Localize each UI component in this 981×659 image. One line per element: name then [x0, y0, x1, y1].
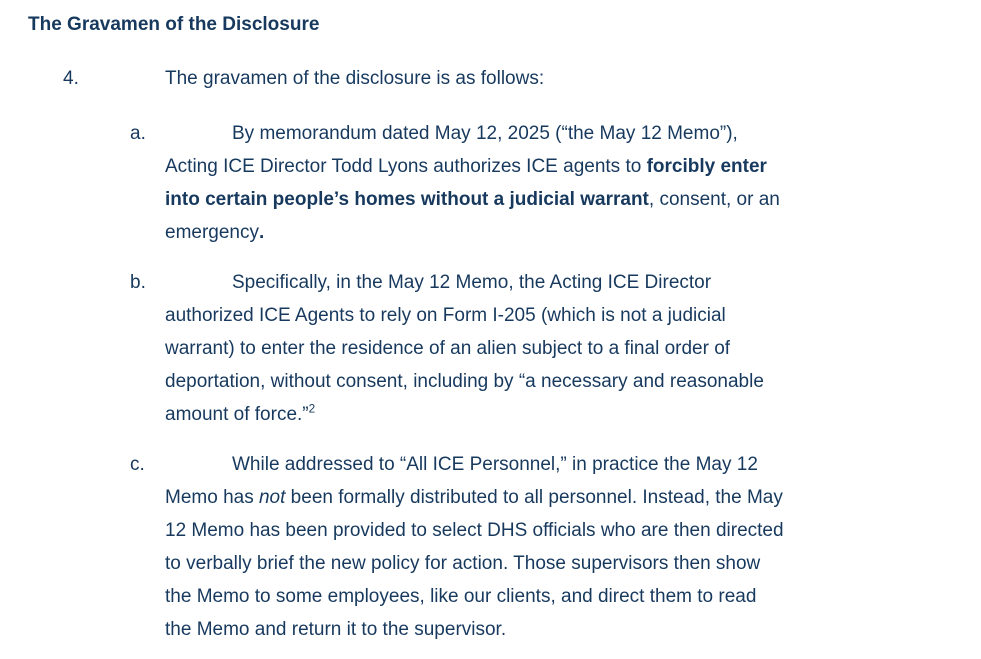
footnote-reference: 2 [308, 402, 316, 416]
subparagraph-c [130, 448, 981, 646]
subparagraph-a-label: a. [130, 123, 146, 144]
subparagraph-a [130, 117, 981, 249]
subparagraph-b-label: b. [130, 272, 146, 293]
paragraph-number: 4. [63, 68, 79, 89]
subparagraph-b-text: Specifically, in the May 12 Memo, the Acting ICE Director authorized ICE Agents to rely on Form I-205 (which is not a judicial warrant) to enter the residence of an alien subject to a final order of deportation, without consent, including by “a necessary and reasonable amount of force.”$^2$ [165, 272, 764, 425]
subparagraph-b [130, 266, 981, 431]
subparagraph-a-text: By memorandum dated May 12, 2025 (“the May 12 Memo”), Acting ICE Director Todd Lyons authorizes ICE agents to forcibly enter into certain people’s homes without a judicial warrant, consent, or an emergency. [165, 123, 780, 243]
numbered-paragraph-4 [63, 62, 981, 95]
subparagraph-c-label: c. [130, 454, 145, 475]
section-heading: The Gravamen of the Disclosure [28, 14, 320, 35]
paragraph-text: The gravamen of the disclosure is as follows: [165, 68, 545, 89]
subparagraph-c-text: While addressed to “All ICE Personnel,” in practice the May 12 Memo has not been formally distributed to all personnel. Instead, the May 12 Memo has been provided to select DHS officials who are then directed to verbally brief the new policy for action. Those supervisors then show the Memo to some employees, like our clients, and direct them to read the Memo and return it to the supervisor. [165, 454, 784, 640]
